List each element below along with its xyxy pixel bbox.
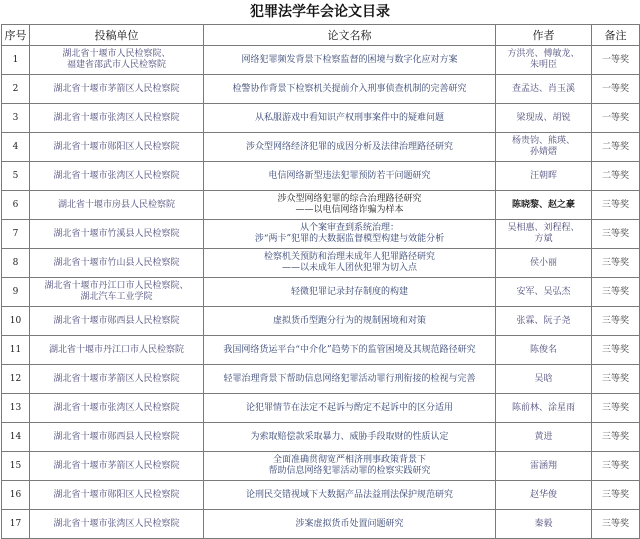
table-row: [2, 191, 640, 220]
row-index: 16: [2, 481, 30, 510]
table-body: [2, 46, 640, 539]
submitting-unit: [30, 162, 204, 191]
table-row: [2, 249, 640, 278]
author-line: 吴晗: [534, 373, 553, 384]
paper-title: [204, 133, 496, 162]
author-line: 张霖、阮子尧: [516, 315, 571, 326]
submitting-unit: [30, 365, 204, 394]
author-names: [496, 423, 592, 452]
award-level: 三等奖: [592, 481, 640, 510]
row-index: 6: [2, 191, 30, 220]
paper-title: [204, 365, 496, 394]
paper-line: 检察机关预防和治理未成年人犯罪路径研究: [263, 252, 435, 262]
author-names: [496, 307, 592, 336]
paper-line: ——以电信网络诈骗为样本: [295, 205, 404, 215]
paper-line: 网络犯罪频发背景下检察监督的困境与数字化应对方案: [241, 54, 458, 65]
award-level: 三等奖: [592, 423, 640, 452]
unit-line: 湖北省十堰市茅箭区人民检察院: [53, 460, 180, 471]
table-row: [2, 162, 640, 191]
submitting-unit: [30, 220, 204, 249]
submitting-unit: [30, 510, 204, 539]
table-row: [2, 104, 640, 133]
unit-line: 湖北省十堰市竹溪县人民检察院: [53, 228, 180, 239]
unit-line: 湖北省十堰市丹江口市人民检察院: [48, 344, 184, 355]
unit-line: 湖北省十堰市张湾区人民检察院: [53, 112, 180, 123]
row-index: 12: [2, 365, 30, 394]
award-level: 三等奖: [592, 336, 640, 365]
award-level: 三等奖: [592, 365, 640, 394]
table-row: [2, 394, 640, 423]
author-line: 方洪亮、傅敏龙、: [507, 49, 580, 59]
submitting-unit: [30, 452, 204, 481]
unit-line: 湖北省十堰市张湾区人民检察院: [53, 518, 180, 529]
table-row: [2, 510, 640, 539]
unit-line: 湖北省十堰市张湾区人民检察院: [53, 170, 180, 181]
table-header-row: [2, 25, 640, 46]
award-level: 三等奖: [592, 307, 640, 336]
award-level: 一等奖: [592, 75, 640, 104]
row-index: 7: [2, 220, 30, 249]
submitting-unit: [30, 336, 204, 365]
unit-line: 湖北省十堰市茅箭区人民检察院: [53, 83, 180, 94]
author-names: [496, 452, 592, 481]
row-index: 3: [2, 104, 30, 133]
author-line: 汪朝晖: [529, 170, 557, 181]
author-line: 朱明臣: [529, 60, 557, 70]
row-index: 5: [2, 162, 30, 191]
paper-line: 论犯罪情节在法定不起诉与酌定不起诉中的区分适用: [245, 402, 453, 413]
paper-title: [204, 423, 496, 452]
paper-title: [204, 336, 496, 365]
row-index: 2: [2, 75, 30, 104]
author-names: [496, 365, 592, 394]
paper-line: 轻罪治理背景下帮助信息网络犯罪活动罪行刑衔接的检视与完善: [223, 373, 476, 384]
document-title: 犯罪法学年会论文目录: [250, 4, 390, 20]
paper-line: 从个案审查到系统治理：: [299, 223, 399, 233]
paper-title: [204, 104, 496, 133]
table-row: [2, 452, 640, 481]
author-line: 杨贵钧、熊瑛、: [511, 136, 575, 146]
unit-line: 湖北省十堰市茅箭区人民检察院: [53, 373, 180, 384]
paper-line: 全面准确贯彻宽严相济刑事政策背景下: [272, 455, 426, 465]
submitting-unit: [30, 46, 204, 75]
submitting-unit: [30, 394, 204, 423]
author-line: 陈晓黎、赵之豪: [511, 199, 575, 210]
unit-line: 湖北省十堰市人民检察院、: [62, 49, 171, 59]
award-level: 三等奖: [592, 278, 640, 307]
unit-line: 湖北省十堰市丹江口市人民检察院、: [44, 281, 189, 291]
table-row: [2, 133, 640, 162]
paper-title: [204, 481, 496, 510]
author-line: 陈俊名: [529, 344, 557, 355]
author-names: [496, 133, 592, 162]
paper-line: 电信网络新型违法犯罪预防若干问题研究: [268, 170, 431, 181]
paper-line: 轻微犯罪记录封存制度的构建: [290, 286, 408, 297]
table-row: [2, 278, 640, 307]
header-paper: 论文名称: [204, 25, 496, 46]
unit-line: 福建省邵武市人民检察院: [66, 60, 166, 70]
table-row: [2, 481, 640, 510]
author-line: 吴相惠、刘程程、: [507, 223, 580, 233]
award-level: 二等奖: [592, 133, 640, 162]
paper-title: [204, 191, 496, 220]
row-index: 9: [2, 278, 30, 307]
author-names: [496, 336, 592, 365]
paper-title: [204, 162, 496, 191]
table-row: [2, 336, 640, 365]
author-line: 黄进: [534, 431, 553, 442]
submitting-unit: [30, 481, 204, 510]
paper-title: [204, 249, 496, 278]
unit-line: 湖北省十堰市张湾区人民检察院: [53, 402, 180, 413]
paper-line: 虚拟货币型跑分行为的规制困境和对策: [272, 315, 426, 326]
row-index: 13: [2, 394, 30, 423]
author-names: [496, 510, 592, 539]
paper-title: [204, 220, 496, 249]
row-index: 4: [2, 133, 30, 162]
paper-line: 从私服游戏中看知识产权刑事案件中的疑难问题: [254, 112, 444, 123]
row-index: 1: [2, 46, 30, 75]
header-author: 作者: [496, 25, 592, 46]
paper-title: [204, 510, 496, 539]
row-index: 17: [2, 510, 30, 539]
paper-line: 涉案虚拟货币处置问题研究: [295, 518, 404, 529]
author-names: [496, 220, 592, 249]
unit-line: 湖北省十堰市郧西县人民检察院: [53, 431, 180, 442]
table-row: [2, 423, 640, 452]
author-line: 陈前林、涂星雨: [511, 402, 575, 413]
author-line: 秦毅: [534, 518, 553, 529]
paper-title: [204, 278, 496, 307]
author-line: 雷涵翔: [529, 460, 557, 471]
header-award: 备注: [592, 25, 640, 46]
row-index: 14: [2, 423, 30, 452]
paper-line: ——以未成年人团伙犯罪为切入点: [281, 263, 417, 273]
author-line: 梁现成、胡锐: [516, 112, 571, 123]
row-index: 15: [2, 452, 30, 481]
submitting-unit: [30, 278, 204, 307]
award-level: 三等奖: [592, 249, 640, 278]
header-unit: 投稿单位: [30, 25, 204, 46]
submitting-unit: [30, 133, 204, 162]
unit-line: 湖北省十堰市郧西县人民检察院: [53, 315, 180, 326]
paper-line: 涉众型网络经济犯罪的成因分析及法律治理路径研究: [245, 141, 453, 152]
paper-line: 为索取赔偿款采取暴力、威胁手段取财的性质认定: [250, 431, 449, 442]
award-level: 一等奖: [592, 46, 640, 75]
unit-line: 湖北省十堰市郧阳区人民检察院: [53, 489, 180, 500]
paper-title: [204, 394, 496, 423]
paper-title: [204, 452, 496, 481]
row-index: 8: [2, 249, 30, 278]
author-line: 方斌: [534, 234, 553, 244]
author-line: 安军、吴弘杰: [516, 286, 571, 297]
author-names: [496, 75, 592, 104]
award-level: 三等奖: [592, 191, 640, 220]
unit-line: 湖北省十堰市房县人民检察院: [57, 199, 175, 210]
award-level: 二等奖: [592, 162, 640, 191]
author-names: [496, 249, 592, 278]
submitting-unit: [30, 75, 204, 104]
submitting-unit: [30, 249, 204, 278]
paper-title: [204, 46, 496, 75]
paper-line: 涉“两卡”犯罪的大数据监督模型构建与效能分析: [254, 234, 445, 244]
row-index: 11: [2, 336, 30, 365]
submitting-unit: [30, 423, 204, 452]
award-level: 三等奖: [592, 220, 640, 249]
table-row: [2, 75, 640, 104]
author-names: [496, 394, 592, 423]
header-index: 序号: [2, 25, 30, 46]
paper-catalog-table: [1, 24, 640, 539]
table-row: [2, 220, 640, 249]
paper-title: [204, 307, 496, 336]
unit-line: 湖北省十堰市郧阳区人民检察院: [53, 141, 180, 152]
paper-line: 我国网络货运平台“中介化”趋势下的监管困境及其规范路径研究: [223, 344, 476, 355]
paper-line: 帮助信息网络犯罪活动罪的检察实践研究: [268, 466, 431, 476]
author-names: [496, 104, 592, 133]
paper-title: [204, 75, 496, 104]
submitting-unit: [30, 191, 204, 220]
submitting-unit: [30, 307, 204, 336]
row-index: 10: [2, 307, 30, 336]
author-names: [496, 481, 592, 510]
unit-line: 湖北汽车工业学院: [80, 292, 153, 302]
author-line: 孙婧熠: [529, 147, 557, 157]
author-line: 查孟达、肖玉溪: [511, 83, 575, 94]
award-level: 三等奖: [592, 394, 640, 423]
table-row: [2, 365, 640, 394]
award-level: 三等奖: [592, 510, 640, 539]
paper-line: 检警协作背景下检察机关提前介入刑事侦查机制的完善研究: [232, 83, 467, 94]
author-line: 赵华俊: [529, 489, 557, 500]
award-level: 一等奖: [592, 104, 640, 133]
table-row: [2, 46, 640, 75]
paper-line: 涉众型网络犯罪的综合治理路径研究: [277, 194, 422, 204]
author-line: 侯小丽: [529, 257, 557, 268]
author-names: [496, 191, 592, 220]
author-names: [496, 162, 592, 191]
submitting-unit: [30, 104, 204, 133]
award-level: 三等奖: [592, 452, 640, 481]
paper-line: 论刑民交错视域下大数据产品法益刑法保护规范研究: [245, 489, 453, 500]
table-row: [2, 307, 640, 336]
unit-line: 湖北省十堰市竹山县人民检察院: [53, 257, 180, 268]
author-names: [496, 46, 592, 75]
author-names: [496, 278, 592, 307]
